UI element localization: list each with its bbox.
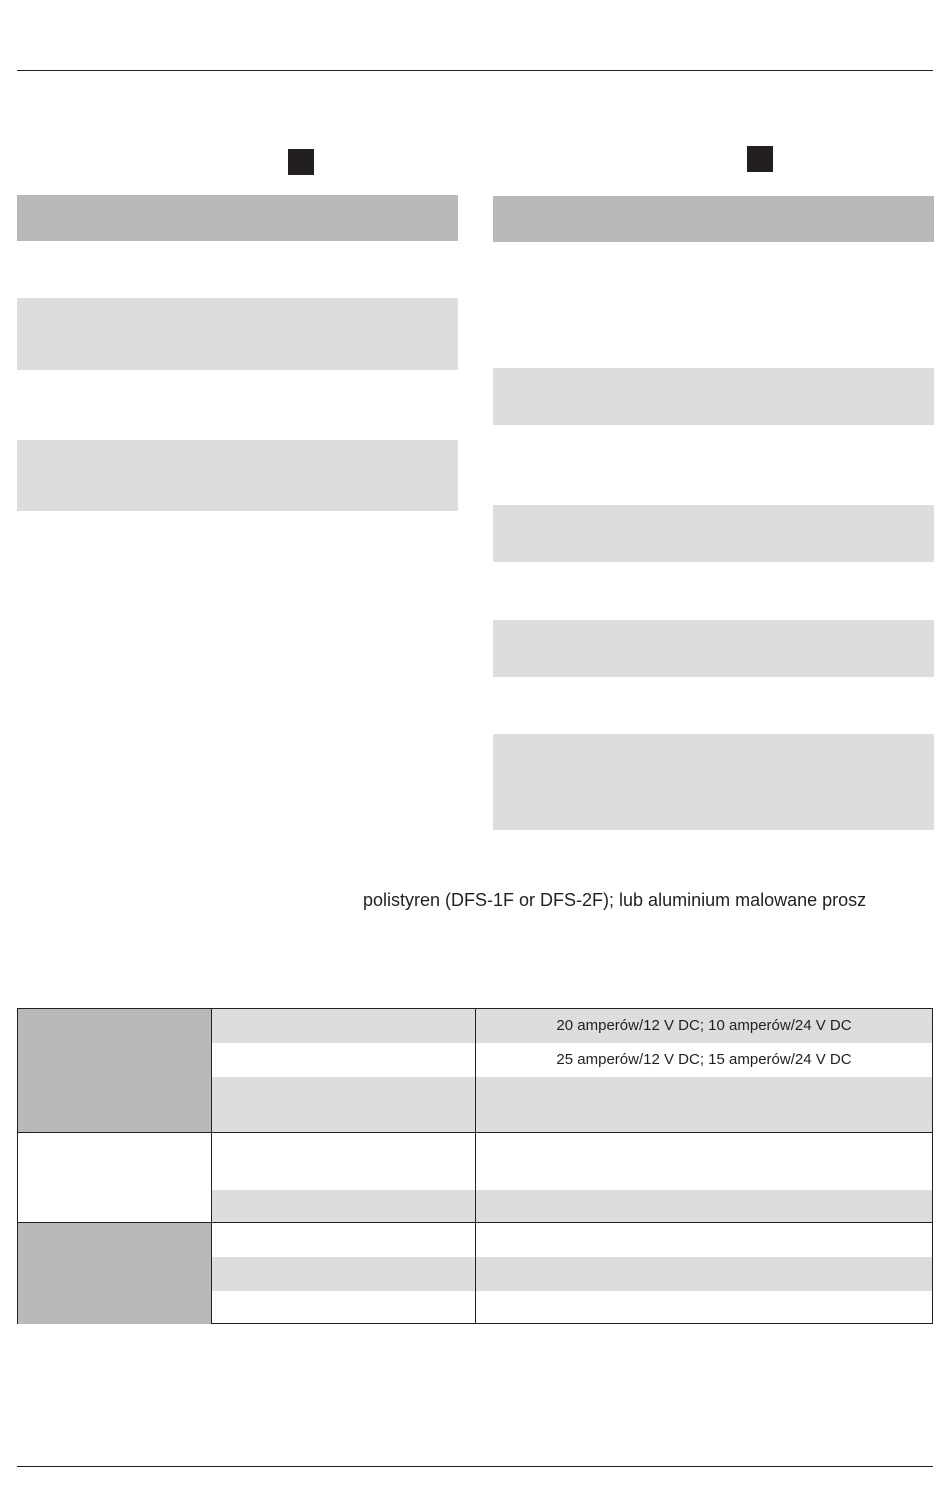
table-cell-value: [476, 1257, 933, 1291]
table-row: [18, 1009, 933, 1043]
table-cell-param: [212, 1077, 476, 1133]
header-rule: [17, 70, 933, 71]
table-cell-value: [476, 1223, 933, 1257]
table-cell-param: [212, 1043, 476, 1077]
footer-rule: [17, 1466, 933, 1467]
table-cell-param: [212, 1009, 476, 1043]
table-cell-param: [212, 1223, 476, 1257]
material-description: polistyren (DFS-1F or DFS-2F); lub aluminium malowane prosz: [363, 890, 867, 910]
table-cell-value: [476, 1291, 933, 1324]
table-cell-param: [212, 1257, 476, 1291]
right-column-shaded-row: [493, 368, 934, 425]
table-group-label: [18, 1009, 212, 1133]
table-cell-param: [212, 1291, 476, 1324]
specification-table: [17, 1008, 933, 1324]
table-row: [18, 1223, 933, 1257]
table-cell-value: [476, 1190, 933, 1223]
table-row: [18, 1133, 933, 1190]
right-column-shaded-row: [493, 505, 934, 562]
right-column-shaded-row: [493, 734, 934, 830]
table-cell-param: [212, 1133, 476, 1190]
table-group-label: [18, 1133, 212, 1223]
section-marker-icon-right: [747, 146, 773, 172]
table-cell-param: [212, 1190, 476, 1223]
right-column-header-band: [493, 196, 934, 242]
left-column-shaded-row: [17, 298, 458, 370]
right-column-shaded-row: [493, 620, 934, 677]
left-column-header-band: [17, 195, 458, 241]
table-cell-value: 20 amperów/12 V DC; 10 amperów/24 V DC: [476, 1009, 933, 1043]
left-column-shaded-row: [17, 440, 458, 511]
table-cell-value: [476, 1133, 933, 1190]
section-marker-icon-left: [288, 149, 314, 175]
table-cell-value: [476, 1077, 933, 1133]
table-cell-value: 25 amperów/12 V DC; 15 amperów/24 V DC: [476, 1043, 933, 1077]
table-group-label: [18, 1223, 212, 1324]
